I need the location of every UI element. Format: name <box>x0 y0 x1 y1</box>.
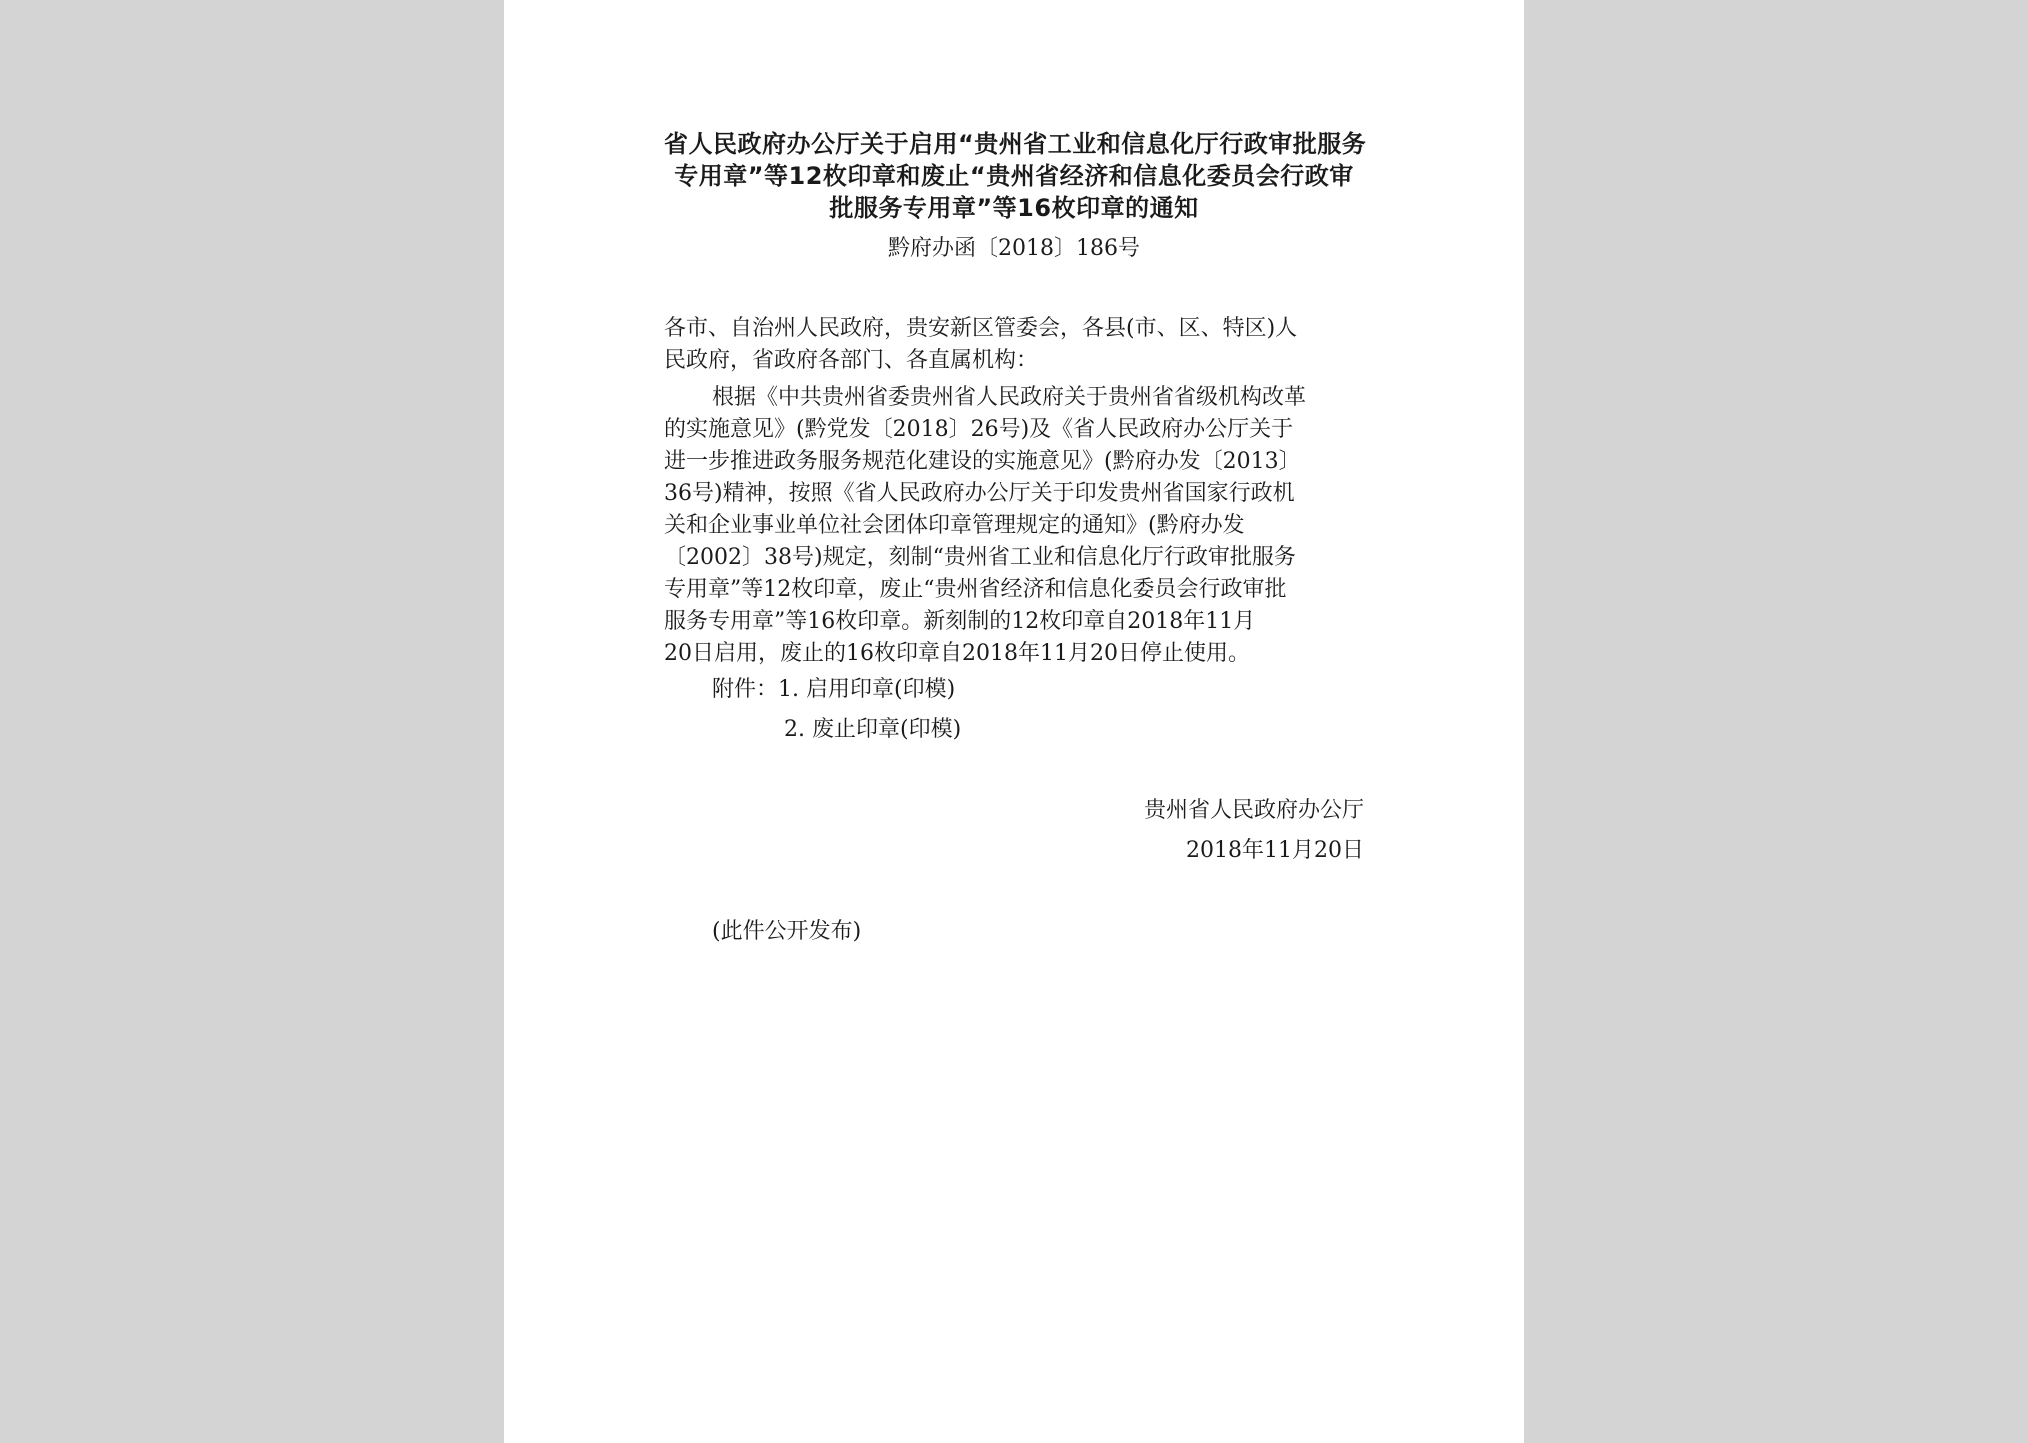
issuer: 贵州省人民政府办公厅 <box>1143 798 1364 823</box>
attachment-2: 2. 废止印章(印模) <box>784 717 962 742</box>
title-line-1: 省人民政府办公厅关于启用“贵州省工业和信息化厅行政审批服务 <box>664 130 1367 158</box>
addressee-line-1: 各市、自治州人民政府，贵安新区管委会，各县(市、区、特区)人 <box>664 316 1298 341</box>
publication-note: (此件公开发布) <box>712 919 862 944</box>
body-line-1: 根据《中共贵州省委贵州省人民政府关于贵州省省级机构改革 <box>712 385 1307 410</box>
body-line-3: 进一步推进政务服务规范化建设的实施意见》(黔府办发〔2013〕 <box>664 449 1301 474</box>
document-number: 黔府办函〔2018〕186号 <box>888 236 1140 261</box>
document-page <box>504 0 1524 1443</box>
document-title <box>664 128 1367 224</box>
title-line-2: 专用章”等12枚印章和废止“贵州省经济和信息化委员会行政审 <box>674 162 1354 190</box>
attachment-1: 附件：1. 启用印章(印模) <box>712 677 956 702</box>
body-line-2: 的实施意见》(黔党发〔2018〕26号)及《省人民政府办公厅关于 <box>664 417 1294 442</box>
body-line-7: 专用章”等12枚印章，废止“贵州省经济和信息化委员会行政审批 <box>664 577 1287 602</box>
title-line-3: 批服务专用章”等16枚印章的通知 <box>829 194 1199 222</box>
body-line-5: 关和企业事业单位社会团体印章管理规定的通知》(黔府办发 <box>664 513 1245 538</box>
body-line-6: 〔2002〕38号)规定，刻制“贵州省工业和信息化厅行政审批服务 <box>664 545 1296 570</box>
body-line-8: 服务专用章”等16枚印章。新刻制的12枚印章自2018年11月 <box>664 609 1256 634</box>
issue-date: 2018年11月20日 <box>1186 838 1364 863</box>
addressee-line-2: 民政府，省政府各部门、各直属机构： <box>664 348 1039 373</box>
body-line-9: 20日启用，废止的16枚印章自2018年11月20日停止使用。 <box>664 641 1250 666</box>
body-line-4: 36号)精神，按照《省人民政府办公厅关于印发贵州省国家行政机 <box>664 481 1295 506</box>
